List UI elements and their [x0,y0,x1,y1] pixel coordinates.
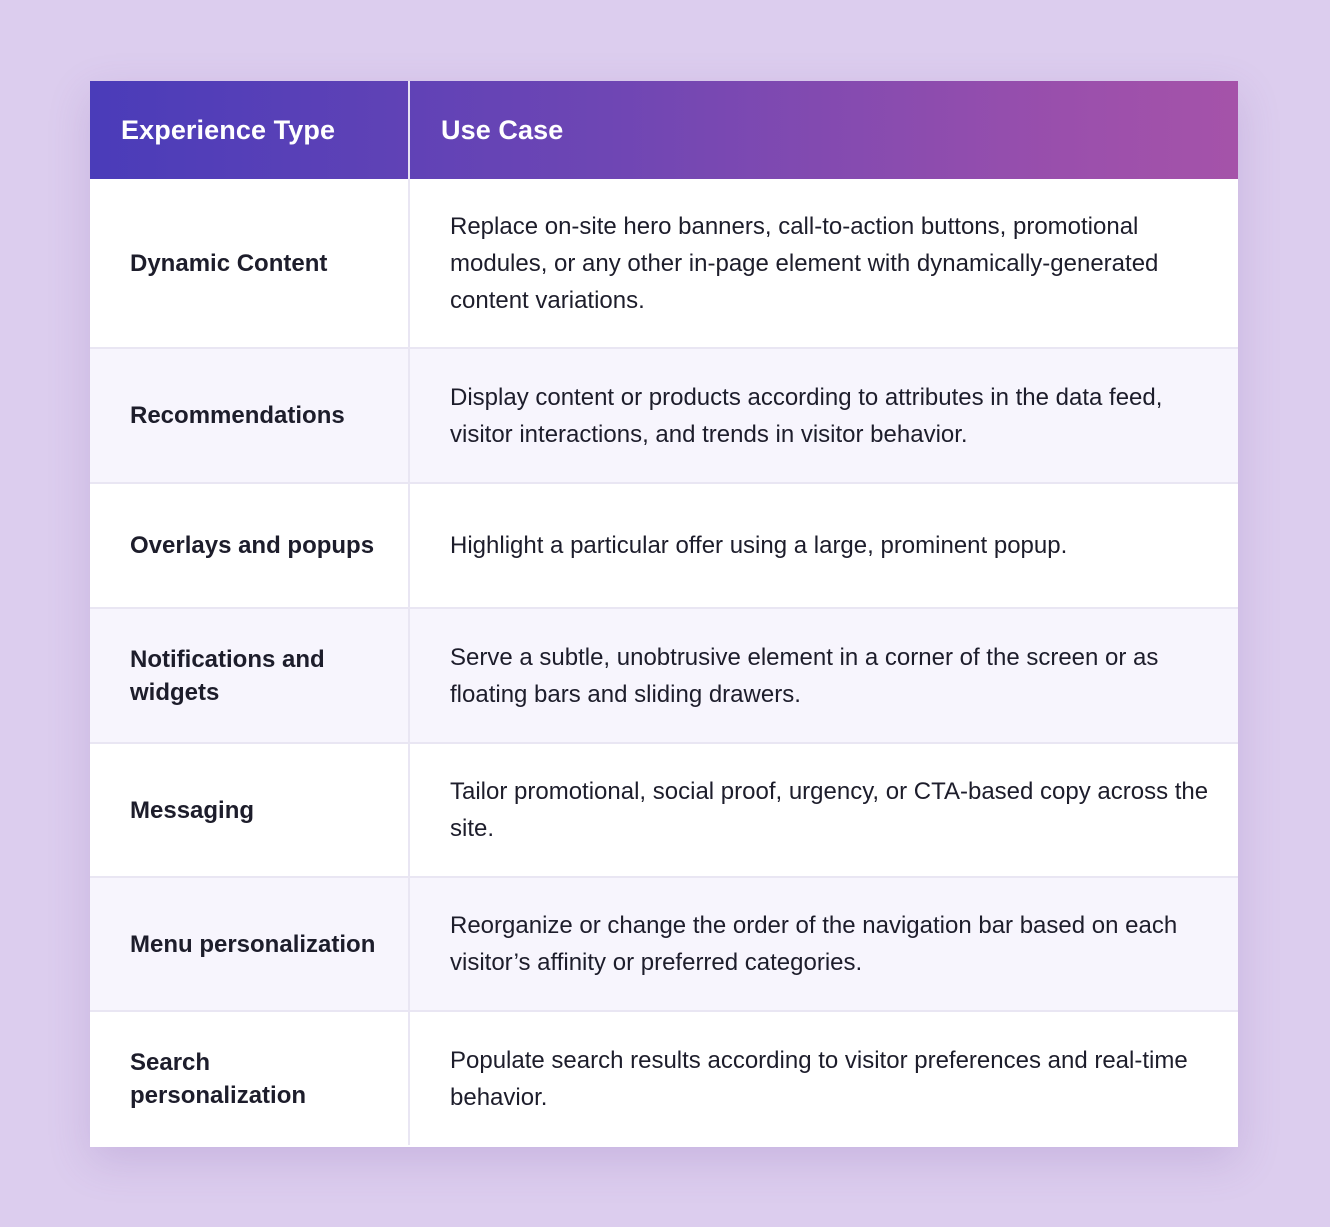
use-case-cell: Display content or products according to attributes in the data feed, visitor interactions, and trends in visitor behavior. [409,348,1238,483]
header-use-case: Use Case [441,114,564,145]
experience-type-cell: Dynamic Content [90,179,409,348]
experience-table [90,81,1238,1145]
experience-type-cell: Search personalization [90,1011,409,1145]
use-case-cell: Highlight a particular offer using a large, prominent popup. [409,483,1238,608]
table-body [90,179,1238,1145]
header-row [90,81,1238,179]
use-case-cell: Serve a subtle, unobtrusive element in a corner of the screen or as floating bars and sliding drawers. [409,608,1238,743]
table-row [90,608,1238,743]
table-row [90,877,1238,1011]
table-header [90,81,1238,179]
table-row [90,743,1238,877]
use-case-cell: Replace on-site hero banners, call-to-action buttons, promotional modules, or any other in-page element with dynamically-generated content variations. [450,212,1159,314]
experience-type-cell: Messaging [90,743,409,877]
table-row [90,348,1238,483]
table-row [90,483,1238,608]
experience-type-cell: Recommendations [90,348,409,483]
experience-type-cell: Notifications and widgets [90,608,409,743]
experience-type-cell: Menu personalization [90,877,409,1011]
use-case-cell: Reorganize or change the order of the navigation bar based on each visitor’s affinity or preferred categories. [409,877,1238,1011]
table-row [90,179,1238,348]
table-row [90,1011,1238,1145]
experience-table-card [90,81,1238,1147]
use-case-cell: Tailor promotional, social proof, urgency, or CTA-based copy across the site. [409,743,1238,877]
header-experience-type: Experience Type [90,81,409,179]
use-case-cell: Populate search results according to visitor preferences and real-time behavior. [409,1011,1238,1145]
experience-type-cell: Overlays and popups [90,483,409,608]
